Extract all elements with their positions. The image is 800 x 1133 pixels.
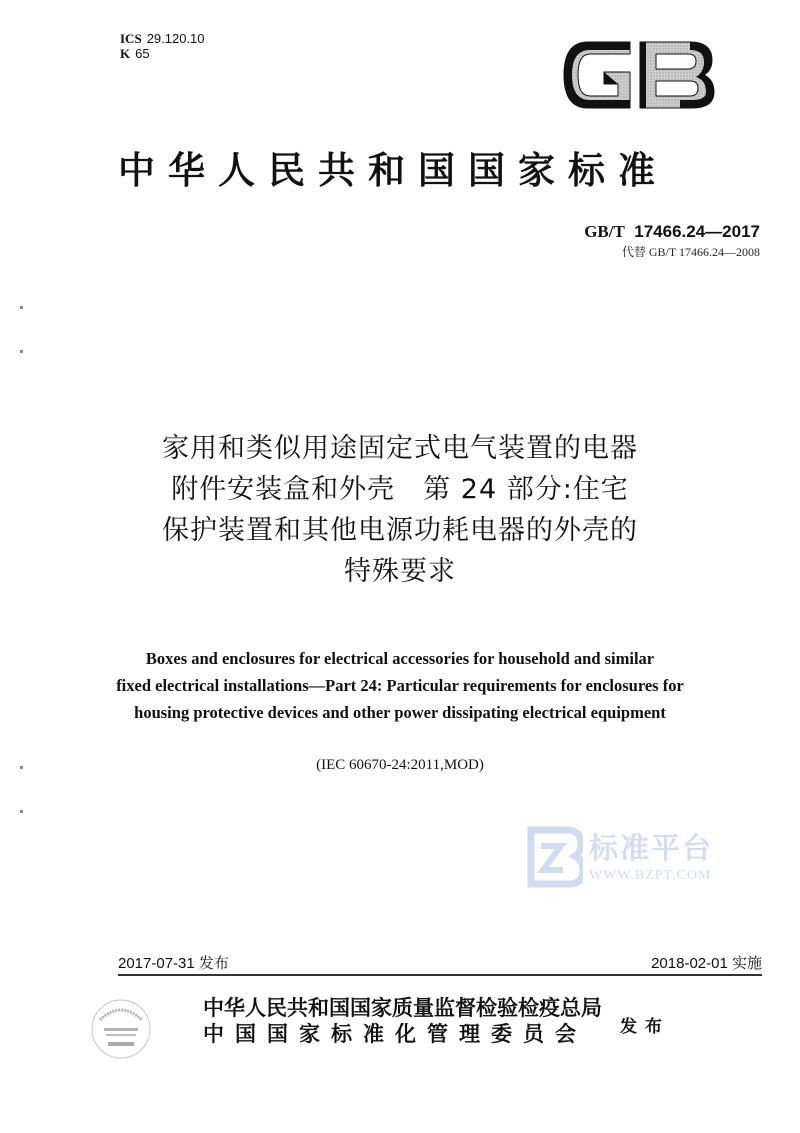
watermark [527, 826, 757, 892]
k-code: K 65 [120, 46, 150, 61]
ics-code: ICS 29.120.10 [120, 31, 205, 46]
iec-reference: (IEC 60670-24:2011,MOD) [316, 757, 484, 773]
issue-date: 2017-07-31 发布 [118, 955, 229, 972]
english-title: Boxes and enclosures for electrical accessories for household and similar fixed electrical installations—Part 24: Particular requirements for enclosures for housing protective devices and other power dissipating electrical equipment [116, 649, 684, 722]
scan-speck [20, 306, 23, 309]
chinese-title: 家用和类似用途固定式电气装置的电器 附件安装盒和外壳 第 24 部分:住宅 保护装置和其他电源功耗电器的外壳的 特殊要求 [162, 433, 638, 587]
issuing-authorities [203, 995, 602, 1047]
scan-speck [20, 766, 23, 769]
national-standard-title: 中华人民共和国国家标准 [118, 148, 668, 192]
standard-number: GB/T 17466.24—2017 [584, 222, 760, 241]
implementation-date: 2018-02-01 实施 [651, 955, 762, 972]
scan-speck [20, 810, 23, 813]
gb-logo-icon [560, 36, 720, 114]
issuer-aqsiq: 中华人民共和国国家质量监督检验检疫总局 [203, 995, 602, 1020]
replaces-standard: 代替 GB/T 17466.24—2008 [621, 245, 760, 259]
divider [118, 974, 762, 976]
stamp-icon [90, 998, 152, 1060]
watermark-text: 标准平台 [589, 831, 714, 865]
publish-label: 发布 [620, 1017, 670, 1037]
classification-codes [120, 31, 205, 61]
scan-speck [20, 350, 23, 353]
issuer-sac: 中国国家标准化管理委员会 [203, 1021, 587, 1046]
watermark-url: WWW.BZPT.COM [589, 868, 712, 883]
standard-number-block [584, 222, 760, 260]
bzpt-logo-icon [527, 826, 583, 888]
